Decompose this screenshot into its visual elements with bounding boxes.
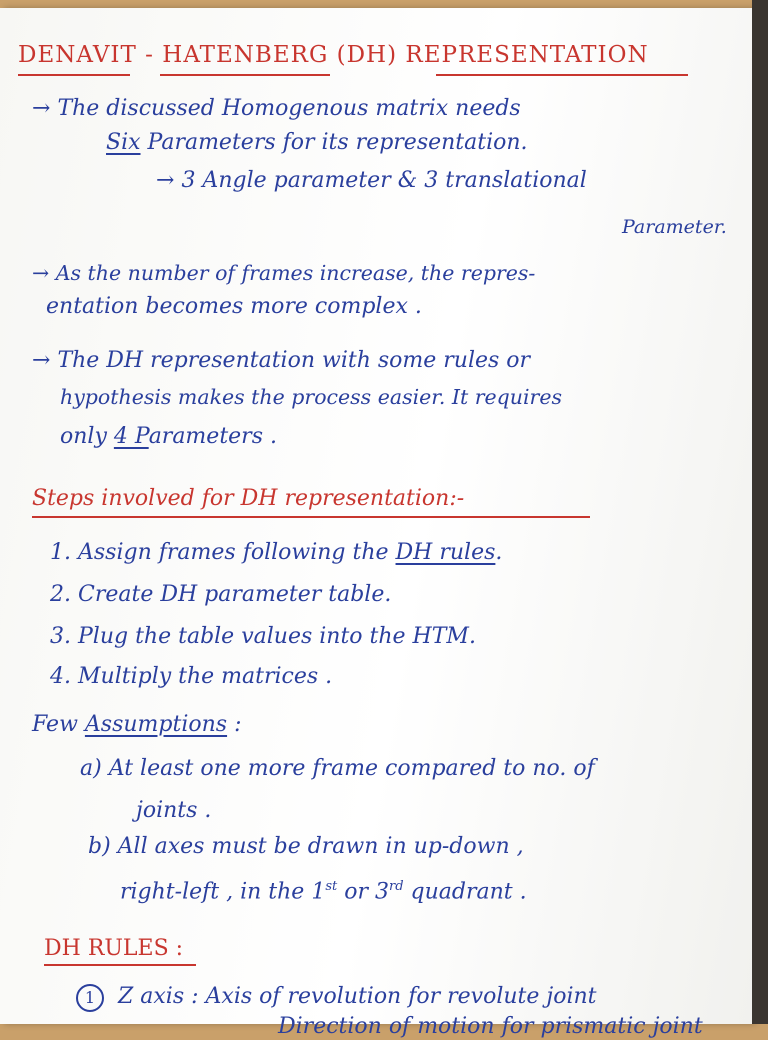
assumption-a-line-1: a) At least one more frame compared to no. of: [80, 756, 595, 781]
step-2: 2. Create DH parameter table.: [50, 582, 392, 607]
bullet-3-line-1: → The DH representation with some rules or: [32, 348, 531, 373]
page-edge-shadow: [752, 0, 768, 1024]
bullet-2-line-1: → As the number of frames increase, the repres-: [32, 261, 536, 285]
rule-1-continuation: Direction of motion for prismatic joint: [278, 1014, 703, 1039]
arrow-icon: →: [32, 348, 51, 373]
title-underline-3: [436, 74, 688, 76]
title-denavit: DENAVIT: [18, 42, 137, 68]
assumption-b-line-2: right-left , in the 1st or 3rd quadrant .: [120, 879, 527, 905]
title-representation: REPRESENTATION: [405, 42, 649, 68]
four-underlined: 4 P: [113, 424, 149, 449]
title-hatenberg: HATENBERG: [162, 42, 329, 68]
dh-rules-underlined: DH rules: [395, 540, 496, 565]
page-title: [18, 42, 649, 68]
step-1: 1. Assign frames following the DH rules.: [50, 540, 503, 565]
bullet-1-sub-line-2: Parameter.: [622, 216, 727, 238]
bullet-1-line-2: Six Parameters for its representation.: [106, 130, 528, 155]
arrow-icon: →: [32, 261, 50, 285]
arrow-icon: →: [156, 168, 175, 193]
title-underline-2: [160, 74, 330, 76]
assumption-a-line-2: joints .: [136, 798, 212, 823]
assumption-b-line-1: b) All axes must be drawn in up-down ,: [88, 834, 524, 859]
six-underlined: Six: [106, 130, 141, 155]
bullet-3-line-3: only 4 Parameters .: [60, 424, 277, 449]
bullet-2-line-2: entation becomes more complex .: [46, 294, 422, 319]
dh-rules-heading: DH RULES :: [44, 936, 184, 961]
notebook-page: [0, 8, 752, 1039]
arrow-icon: →: [32, 96, 51, 121]
step-4: 4. Multiply the matrices .: [50, 664, 333, 689]
assumptions-underlined: Assumptions: [84, 712, 228, 737]
title-dash: -: [145, 42, 154, 68]
steps-heading: Steps involved for DH representation:-: [32, 486, 465, 511]
title-dh: (DH): [336, 42, 398, 68]
bullet-1-sub-line-1: → 3 Angle parameter & 3 translational: [156, 168, 587, 193]
steps-heading-underline: [32, 516, 590, 518]
rule-1: 1 Z axis : Axis of revolution for revolute joint: [76, 984, 597, 1012]
assumptions-heading: Few Assumptions :: [32, 712, 242, 737]
bullet-1-line-1: → The discussed Homogenous matrix needs: [32, 96, 521, 121]
title-underline-1: [18, 74, 130, 76]
bullet-3-line-2: hypothesis makes the process easier. It requires: [60, 385, 562, 409]
step-3: 3. Plug the table values into the HTM.: [50, 624, 476, 649]
circled-number-icon: 1: [76, 984, 104, 1012]
dh-rules-underline: [44, 964, 196, 966]
